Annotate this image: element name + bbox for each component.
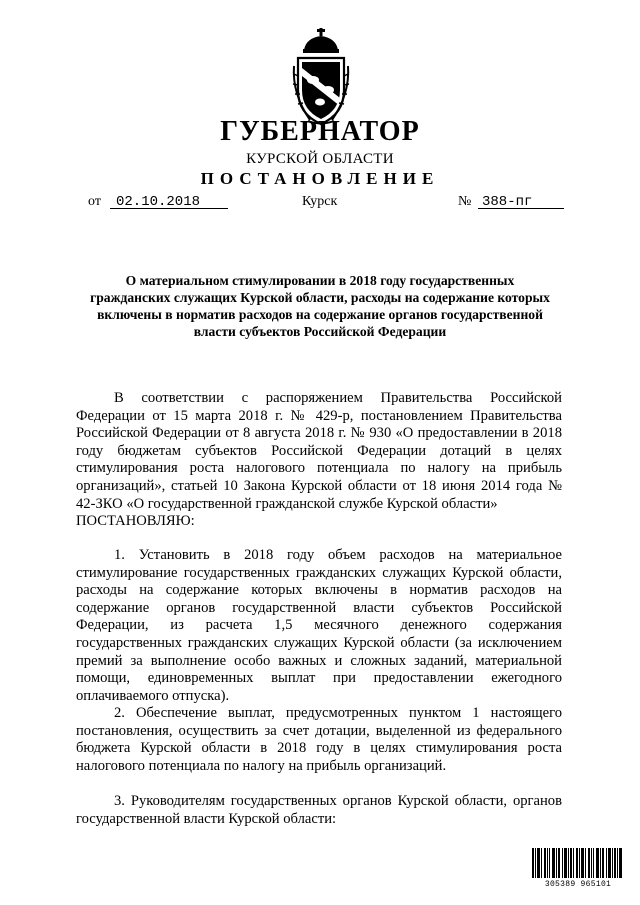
- date-prefix: от: [88, 194, 101, 209]
- clause-3: 3. Руководителям государственных органов Курской области, органов государственной власти Курской области:: [76, 793, 562, 827]
- barcode-image: [532, 848, 622, 878]
- city-name: Курск: [302, 194, 338, 209]
- decree-word: ПОСТАНОВЛЯЮ:: [76, 513, 195, 529]
- number-prefix: №: [458, 194, 472, 209]
- date-underline: [110, 208, 228, 209]
- clause-2: 2. Обеспечение выплат, предусмотренных пунктом 1 настоящего постановления, осуществить за счет дотации, выделенной из федерального бюджета Курской области в 2018 году в целях стимулирования роста налогового потенциала по налогу на прибыль организаций.: [76, 705, 562, 774]
- number-underline: [478, 208, 564, 209]
- document-number: 388-пг: [482, 194, 533, 210]
- region-name: КУРСКОЙ ОБЛАСТИ: [246, 151, 394, 167]
- coat-of-arms-emblem: [290, 28, 352, 128]
- document-type: ПОСТАНОВЛЕНИЕ: [200, 169, 440, 188]
- governor-title: ГУБЕРНАТОР: [220, 116, 420, 147]
- clause-1: 1. Установить в 2018 году объем расходов на материальное стимулирование государственных гражданских служащих Курской области, расходы на содержание которых включены в норматив расходов на содержание органов государственной власти субъектов Российской Федерации, из расчета 1,5 месячного денежного содержания государственных гражданских служащих Курской области (за исключением премий за выполнение особо важных и сложных заданий, материальной помощи, единовременных выплат при предоставлении ежегодного оплачиваемого отпуска).: [76, 547, 562, 704]
- document-heading: О материальном стимулировании в 2018 году государственных гражданских служащих Курской области, расходы на содержание которых включены в норматив расходов на содержание органов государственной власти субъектов Российской Федерации: [90, 273, 550, 339]
- barcode-number: 305389 965101: [544, 880, 612, 889]
- document-date: 02.10.2018: [116, 194, 201, 210]
- preamble-paragraph: В соответствии с распоряжением Правительства Российской Федерации от 15 марта 2018 г. № 429-р, постановлением Правительства Российской Федерации от 8 августа 2018 г. № 930 «О предоставлении в 2018 году бюджетам субъектов Российской Федерации дотаций в целях стимулирования роста налогового потенциала по налогу на прибыль организаций», статьей 10 Закона Курской области от 18 июня 2014 года № 42-ЗКО «О государственной гражданской службе Курской области»: [76, 390, 562, 512]
